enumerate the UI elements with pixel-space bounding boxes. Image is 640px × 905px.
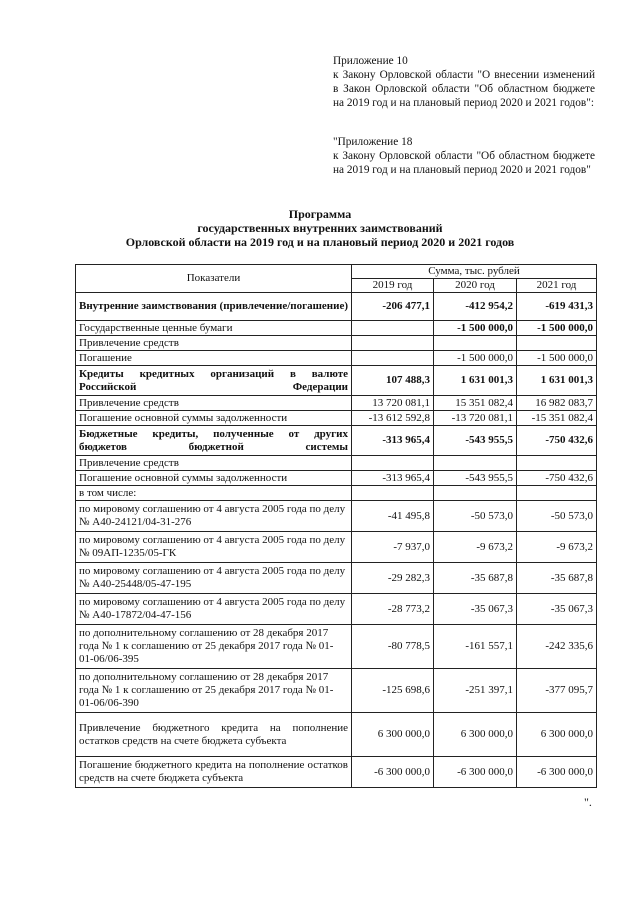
value-2020 (434, 336, 517, 351)
appendix-10-heading: Приложение 10 (333, 55, 408, 67)
value-2019: -80 778,5 (352, 625, 434, 669)
document-title (0, 207, 640, 249)
table-row (76, 594, 597, 625)
appendix-18-heading: "Приложение 18 (333, 136, 413, 148)
value-2021: -1 500 000,0 (517, 351, 597, 366)
table-header-row (76, 265, 597, 279)
table-row (76, 411, 597, 426)
borrowing-program-table (75, 264, 597, 788)
header-sum: Сумма, тыс. рублей (352, 265, 597, 279)
table-row (76, 713, 597, 757)
table-row (76, 669, 597, 713)
table-row (76, 563, 597, 594)
row-label: Привлечение средств (76, 456, 352, 471)
value-2021 (517, 486, 597, 501)
value-2020: -1 500 000,0 (434, 321, 517, 336)
value-2020: -13 720 081,1 (434, 411, 517, 426)
value-2019: -313 965,4 (352, 471, 434, 486)
table-row (76, 396, 597, 411)
table-row (76, 351, 597, 366)
value-2019: 13 720 081,1 (352, 396, 434, 411)
value-2020 (434, 486, 517, 501)
value-2020: -412 954,2 (434, 293, 517, 321)
value-2021: -15 351 082,4 (517, 411, 597, 426)
value-2021: -6 300 000,0 (517, 757, 597, 788)
table-row (76, 757, 597, 788)
row-label: Привлечение средств (76, 396, 352, 411)
value-2021 (517, 336, 597, 351)
value-2021: 1 631 001,3 (517, 366, 597, 396)
value-2020: -543 955,5 (434, 471, 517, 486)
value-2021: -750 432,6 (517, 471, 597, 486)
value-2019: -7 937,0 (352, 532, 434, 563)
value-2019: 6 300 000,0 (352, 713, 434, 757)
value-2020: -6 300 000,0 (434, 757, 517, 788)
value-2021: -377 095,7 (517, 669, 597, 713)
value-2019: -28 773,2 (352, 594, 434, 625)
appendix-10-text: к Закону Орловской области "О внесении изменений в Закон Орловской области "Об областном бюджете на 2019 год и на плановый период 2020 и 2021 годов": (333, 69, 595, 109)
value-2020: -1 500 000,0 (434, 351, 517, 366)
title-line-1: Программа (288, 207, 352, 221)
row-label: по дополнительному соглашению от 28 декабря 2017 года № 1 к соглашению от 25 декабря 2017 года № 01-01-06/06-395 (76, 625, 352, 669)
row-label: Погашение бюджетного кредита на пополнение остатков средств на счете бюджета субъекта (76, 757, 352, 788)
row-label: Погашение основной суммы задолженности (76, 411, 352, 426)
table-row (76, 293, 597, 321)
row-label: по дополнительному соглашению от 28 декабря 2017 года № 1 к соглашению от 25 декабря 2017 года № 01-01-06/06-390 (76, 669, 352, 713)
value-2021: -35 067,3 (517, 594, 597, 625)
table-row (76, 426, 597, 456)
value-2019: -13 612 592,8 (352, 411, 434, 426)
table-row (76, 336, 597, 351)
row-label: Погашение (76, 351, 352, 366)
value-2019: -6 300 000,0 (352, 757, 434, 788)
table-row (76, 625, 597, 669)
table-row (76, 321, 597, 336)
value-2020: -35 687,8 (434, 563, 517, 594)
value-2019: -313 965,4 (352, 426, 434, 456)
value-2021: 6 300 000,0 (517, 713, 597, 757)
value-2020: -543 955,5 (434, 426, 517, 456)
table-row (76, 471, 597, 486)
header-year-2020: 2020 год (434, 279, 517, 293)
header-year-2019: 2019 год (352, 279, 434, 293)
value-2019: 107 488,3 (352, 366, 434, 396)
value-2019 (352, 336, 434, 351)
row-label: Погашение основной суммы задолженности (76, 471, 352, 486)
row-label: Привлечение бюджетного кредита на пополнение остатков средств на счете бюджета субъекта (76, 713, 352, 757)
value-2019: -41 495,8 (352, 501, 434, 532)
value-2021: -1 500 000,0 (517, 321, 597, 336)
appendix-18-text: к Закону Орловской области "Об областном бюджете на 2019 год и на плановый период 2020 и 2021 годов" (333, 150, 595, 176)
value-2021: -619 431,3 (517, 293, 597, 321)
table-row (76, 532, 597, 563)
value-2019 (352, 321, 434, 336)
row-label: Внутренние заимствования (привлечение/погашение) (76, 293, 352, 321)
value-2020 (434, 456, 517, 471)
value-2020: 1 631 001,3 (434, 366, 517, 396)
value-2021: -9 673,2 (517, 532, 597, 563)
value-2020: 15 351 082,4 (434, 396, 517, 411)
value-2020: -9 673,2 (434, 532, 517, 563)
row-label: Кредиты кредитных организаций в валюте Российской Федерации (76, 366, 352, 396)
value-2019: -125 698,6 (352, 669, 434, 713)
value-2020: -50 573,0 (434, 501, 517, 532)
value-2019 (352, 486, 434, 501)
row-label: по мировому соглашению от 4 августа 2005 года по делу № А40-17872/04-47-156 (76, 594, 352, 625)
row-label: по мировому соглашению от 4 августа 2005 года по делу № 09АП-1235/05-ГК (76, 532, 352, 563)
value-2020: -35 067,3 (434, 594, 517, 625)
value-2020: -251 397,1 (434, 669, 517, 713)
value-2021: -35 687,8 (517, 563, 597, 594)
value-2020: -161 557,1 (434, 625, 517, 669)
table-row (76, 486, 597, 501)
row-label: Государственные ценные бумаги (76, 321, 352, 336)
value-2021: -750 432,6 (517, 426, 597, 456)
row-label: в том числе: (76, 486, 352, 501)
value-2021: 16 982 083,7 (517, 396, 597, 411)
title-line-3: Орловской области на 2019 год и на плановый период 2020 и 2021 годов (125, 235, 515, 249)
header-year-2021: 2021 год (517, 279, 597, 293)
table-row (76, 366, 597, 396)
value-2019: -29 282,3 (352, 563, 434, 594)
value-2020: 6 300 000,0 (434, 713, 517, 757)
value-2019 (352, 351, 434, 366)
row-label: по мировому соглашению от 4 августа 2005 года по делу № А40-25448/05-47-195 (76, 563, 352, 594)
appendix-10-block (333, 54, 595, 110)
value-2021: -242 335,6 (517, 625, 597, 669)
closing-quote-mark: ". (584, 795, 592, 809)
header-indicator: Показатели (76, 265, 352, 293)
table-row (76, 456, 597, 471)
value-2021: -50 573,0 (517, 501, 597, 532)
value-2019: -206 477,1 (352, 293, 434, 321)
value-2021 (517, 456, 597, 471)
value-2019 (352, 456, 434, 471)
appendix-18-block (333, 135, 595, 177)
row-label: Бюджетные кредиты, полученные от других бюджетов бюджетной системы (76, 426, 352, 456)
row-label: Привлечение средств (76, 336, 352, 351)
title-line-2: государственных внутренних заимствований (197, 221, 443, 235)
table-row (76, 501, 597, 532)
row-label: по мировому соглашению от 4 августа 2005 года по делу № А40-24121/04-31-276 (76, 501, 352, 532)
